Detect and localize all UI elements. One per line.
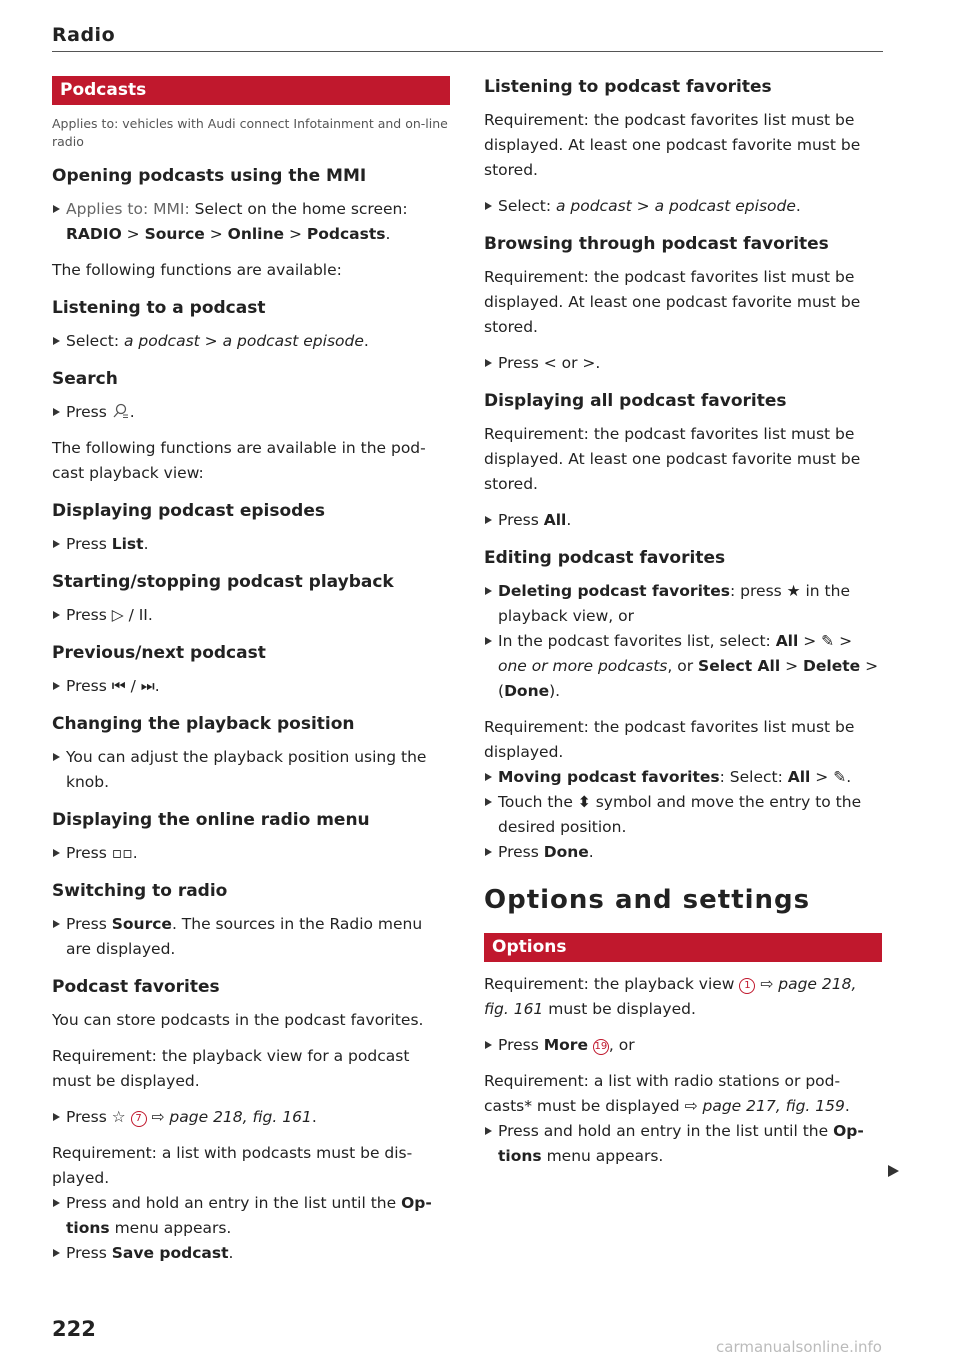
- deleting-tail-1: : press: [730, 582, 787, 600]
- press-label: Press: [66, 1108, 112, 1126]
- hold-post: menu appears.: [541, 1147, 664, 1165]
- chevron-icons: < or >: [543, 354, 596, 372]
- heading-displaying-all: Displaying all podcast favorites: [484, 391, 787, 411]
- press-label: Press: [66, 403, 112, 421]
- more-tail: , or: [608, 1036, 635, 1054]
- watermark: carmanualsonline.info: [716, 1338, 882, 1356]
- step-deleting: [484, 579, 882, 629]
- menu-podcasts: Podcasts: [306, 225, 386, 243]
- heading-opening-podcasts: Opening podcasts using the MMI: [52, 166, 367, 186]
- skip-icon: ⏮ / ⏭: [111, 677, 155, 695]
- page-reference[interactable]: ⇨ page 217, fig. 159: [684, 1097, 845, 1115]
- step-press-done: Press Done.: [484, 840, 882, 865]
- requirement-favorites-1: Requirement: the podcast favorites list must be displayed. At least one podcast favorite must be stored.: [484, 111, 861, 179]
- section-banner-options: Options: [484, 933, 882, 962]
- pencil-icon: ✎: [833, 768, 847, 786]
- step-select-fav-episode: Select: a podcast > a podcast episode.: [484, 194, 882, 219]
- press-label: Press: [498, 354, 544, 372]
- header-rule: [52, 51, 883, 52]
- requirement-playback: [484, 972, 882, 1022]
- menu-radio: RADIO: [66, 225, 122, 243]
- or-label: , or: [667, 657, 699, 675]
- requirement-fav-list: Requirement: the podcast favorites list must be displayed.: [484, 718, 855, 761]
- playback-intro: The following functions are available in the pod-cast playback view:: [52, 439, 426, 482]
- a-podcast: a podcast: [123, 332, 200, 350]
- step-open-podcasts: Applies to: MMI: Select on the home screen: RADIO > Source > Online > Podcasts.: [52, 197, 450, 247]
- requirement-favorites-3: Requirement: the podcast favorites list must be displayed. At least one podcast favorite must be stored.: [484, 425, 861, 493]
- heading-prev-next: Previous/next podcast: [52, 643, 266, 663]
- all-label: All: [543, 511, 567, 529]
- step-hold-entry: [52, 1191, 450, 1241]
- press-label: Press: [66, 1244, 112, 1262]
- step-press-list: Press List.: [52, 532, 450, 557]
- press-label: Press: [498, 1036, 544, 1054]
- all-label: All: [787, 768, 811, 786]
- step-in-list: In the podcast favorites list, select: All > ✎ > one or more podcasts, or Select All > Delete > (Done).: [484, 629, 882, 704]
- right-column: [484, 76, 882, 1180]
- select-all-label: Select All: [698, 657, 781, 675]
- move-icon: ⬍: [577, 793, 591, 811]
- moving-tail: : Select:: [719, 768, 788, 786]
- star-icon: ★: [786, 582, 801, 600]
- press-label: Press: [66, 915, 112, 933]
- press-label: Press: [66, 677, 112, 695]
- favorites-requirement: Requirement: the playback view for a podcast must be displayed.: [52, 1047, 410, 1090]
- search-icon: [112, 403, 130, 421]
- grid-icon: ▫▫: [111, 844, 133, 862]
- step-text: Select on the home screen:: [189, 200, 408, 218]
- a-podcast: a podcast: [555, 197, 632, 215]
- menu-source: Source: [144, 225, 205, 243]
- step-press-menu: Press ▫▫.: [52, 841, 450, 866]
- callout-1: 1: [739, 978, 755, 994]
- done-label: Done: [504, 682, 550, 700]
- left-column: [52, 76, 450, 1277]
- hold-post: menu appears.: [109, 1219, 232, 1237]
- one-or-more: one or more podcasts: [498, 657, 668, 675]
- page-number: 222: [52, 1317, 96, 1341]
- all-label: All: [775, 632, 799, 650]
- hold-pre: Press and hold an entry in the list until the: [66, 1194, 402, 1212]
- heading-listening-podcast: Listening to a podcast: [52, 298, 266, 318]
- source-label: Source: [111, 915, 172, 933]
- press-label: Press: [66, 535, 112, 553]
- list-requirement: Requirement: a list with podcasts must be dis-played.: [52, 1144, 413, 1187]
- press-label: Press: [498, 843, 544, 861]
- options-label: Op-tions: [498, 1122, 864, 1165]
- heading-browsing-favorites: Browsing through podcast favorites: [484, 234, 829, 254]
- step-browse: Press < or >.: [484, 351, 882, 376]
- heading-listening-favorites: Listening to podcast favorites: [484, 77, 772, 97]
- functions-intro: The following functions are available:: [52, 261, 342, 279]
- step-select-episode: Select: a podcast > a podcast episode.: [52, 329, 450, 354]
- step-prev-next: Press ⏮ / ⏭.: [52, 674, 450, 699]
- delete-label: Delete: [803, 657, 861, 675]
- options-label: Op-tions: [66, 1194, 432, 1237]
- chapter-title: Radio: [52, 24, 116, 46]
- deleting-label: Deleting podcast favorites: [498, 582, 731, 600]
- press-label: Press: [498, 511, 544, 529]
- moving-label: Moving podcast favorites: [498, 768, 720, 786]
- callout-19: 19: [593, 1039, 609, 1055]
- heading-podcast-favorites: Podcast favorites: [52, 977, 220, 997]
- switch-tail: . The sources in the Radio menu are displayed.: [66, 915, 423, 958]
- a-podcast-episode: a podcast episode: [654, 197, 796, 215]
- press-label: Press: [66, 606, 112, 624]
- heading-displaying-episodes: Displaying podcast episodes: [52, 501, 325, 521]
- step-adjust-knob: You can adjust the playback position using the knob.: [52, 745, 450, 795]
- favorites-intro: You can store podcasts in the podcast favorites.: [52, 1011, 424, 1029]
- select-label: Select:: [498, 197, 556, 215]
- step-save-podcast: Press Save podcast.: [52, 1241, 450, 1266]
- heading-online-menu: Displaying the online radio menu: [52, 810, 370, 830]
- step-press-more: [484, 1033, 882, 1058]
- step-press-search: Press .: [52, 400, 450, 425]
- touch-pre: Touch the: [498, 793, 578, 811]
- a-podcast-episode: a podcast episode: [222, 332, 364, 350]
- play-pause-icon: ▷ / II: [111, 606, 148, 624]
- heading-options-settings: Options and settings: [484, 885, 811, 915]
- step-play-pause: Press ▷ / II.: [52, 603, 450, 628]
- page-reference[interactable]: ⇨ page 218, fig. 161: [151, 1108, 312, 1126]
- star-icon: ☆: [111, 1108, 126, 1126]
- list-label: List: [111, 535, 144, 553]
- step-press-source: [52, 912, 450, 962]
- press-label: Press: [66, 844, 112, 862]
- section-banner-podcasts: Podcasts: [52, 76, 450, 105]
- page-reference[interactable]: ⇨ page 218, fig. 161: [484, 975, 857, 1018]
- heading-switching-radio: Switching to radio: [52, 881, 228, 901]
- step-press-star: Press ☆ 7 ⇨ page 218, fig. 161.: [52, 1105, 450, 1130]
- heading-editing-favorites: Editing podcast favorites: [484, 548, 726, 568]
- requirement-stations: Requirement: a list with radio stations or pod-casts* must be displayed ⇨ page 217, fig. 159.: [484, 1072, 850, 1115]
- step-hold-entry-right: [484, 1119, 882, 1169]
- save-podcast-label: Save podcast: [111, 1244, 229, 1262]
- in-list-pre: In the podcast favorites list, select:: [498, 632, 776, 650]
- heading-start-stop: Starting/stopping podcast playback: [52, 572, 394, 592]
- continue-arrow-icon: [888, 1165, 899, 1177]
- applies-mmi: Applies to: MMI:: [66, 200, 190, 218]
- step-moving: Moving podcast favorites: Select: All > ✎.: [484, 765, 882, 790]
- req-pre: Requirement: the playback view: [484, 975, 740, 993]
- requirement-favorites-2: Requirement: the podcast favorites list must be displayed. At least one podcast favorite must be stored.: [484, 268, 861, 336]
- heading-changing-position: Changing the playback position: [52, 714, 355, 734]
- hold-pre: Press and hold an entry in the list until the: [498, 1122, 834, 1140]
- pencil-icon: ✎: [821, 632, 835, 650]
- more-label: More: [543, 1036, 588, 1054]
- deleting-tail-2: in the playback view, or: [498, 582, 850, 625]
- select-label: Select:: [66, 332, 124, 350]
- req-post: must be displayed.: [543, 1000, 696, 1018]
- callout-7: 7: [131, 1111, 147, 1127]
- step-touch-move: [484, 790, 882, 840]
- heading-search: Search: [52, 369, 118, 389]
- done-label: Done: [543, 843, 589, 861]
- stations-req: Requirement: a list with radio stations or pod-casts* must be displayed: [484, 1072, 841, 1115]
- touch-post: symbol and move the entry to the desired position.: [498, 793, 862, 836]
- applies-note: Applies to: vehicles with Audi connect Infotainment and on-line radio: [52, 116, 448, 149]
- menu-online: Online: [227, 225, 285, 243]
- step-press-all: Press All.: [484, 508, 882, 533]
